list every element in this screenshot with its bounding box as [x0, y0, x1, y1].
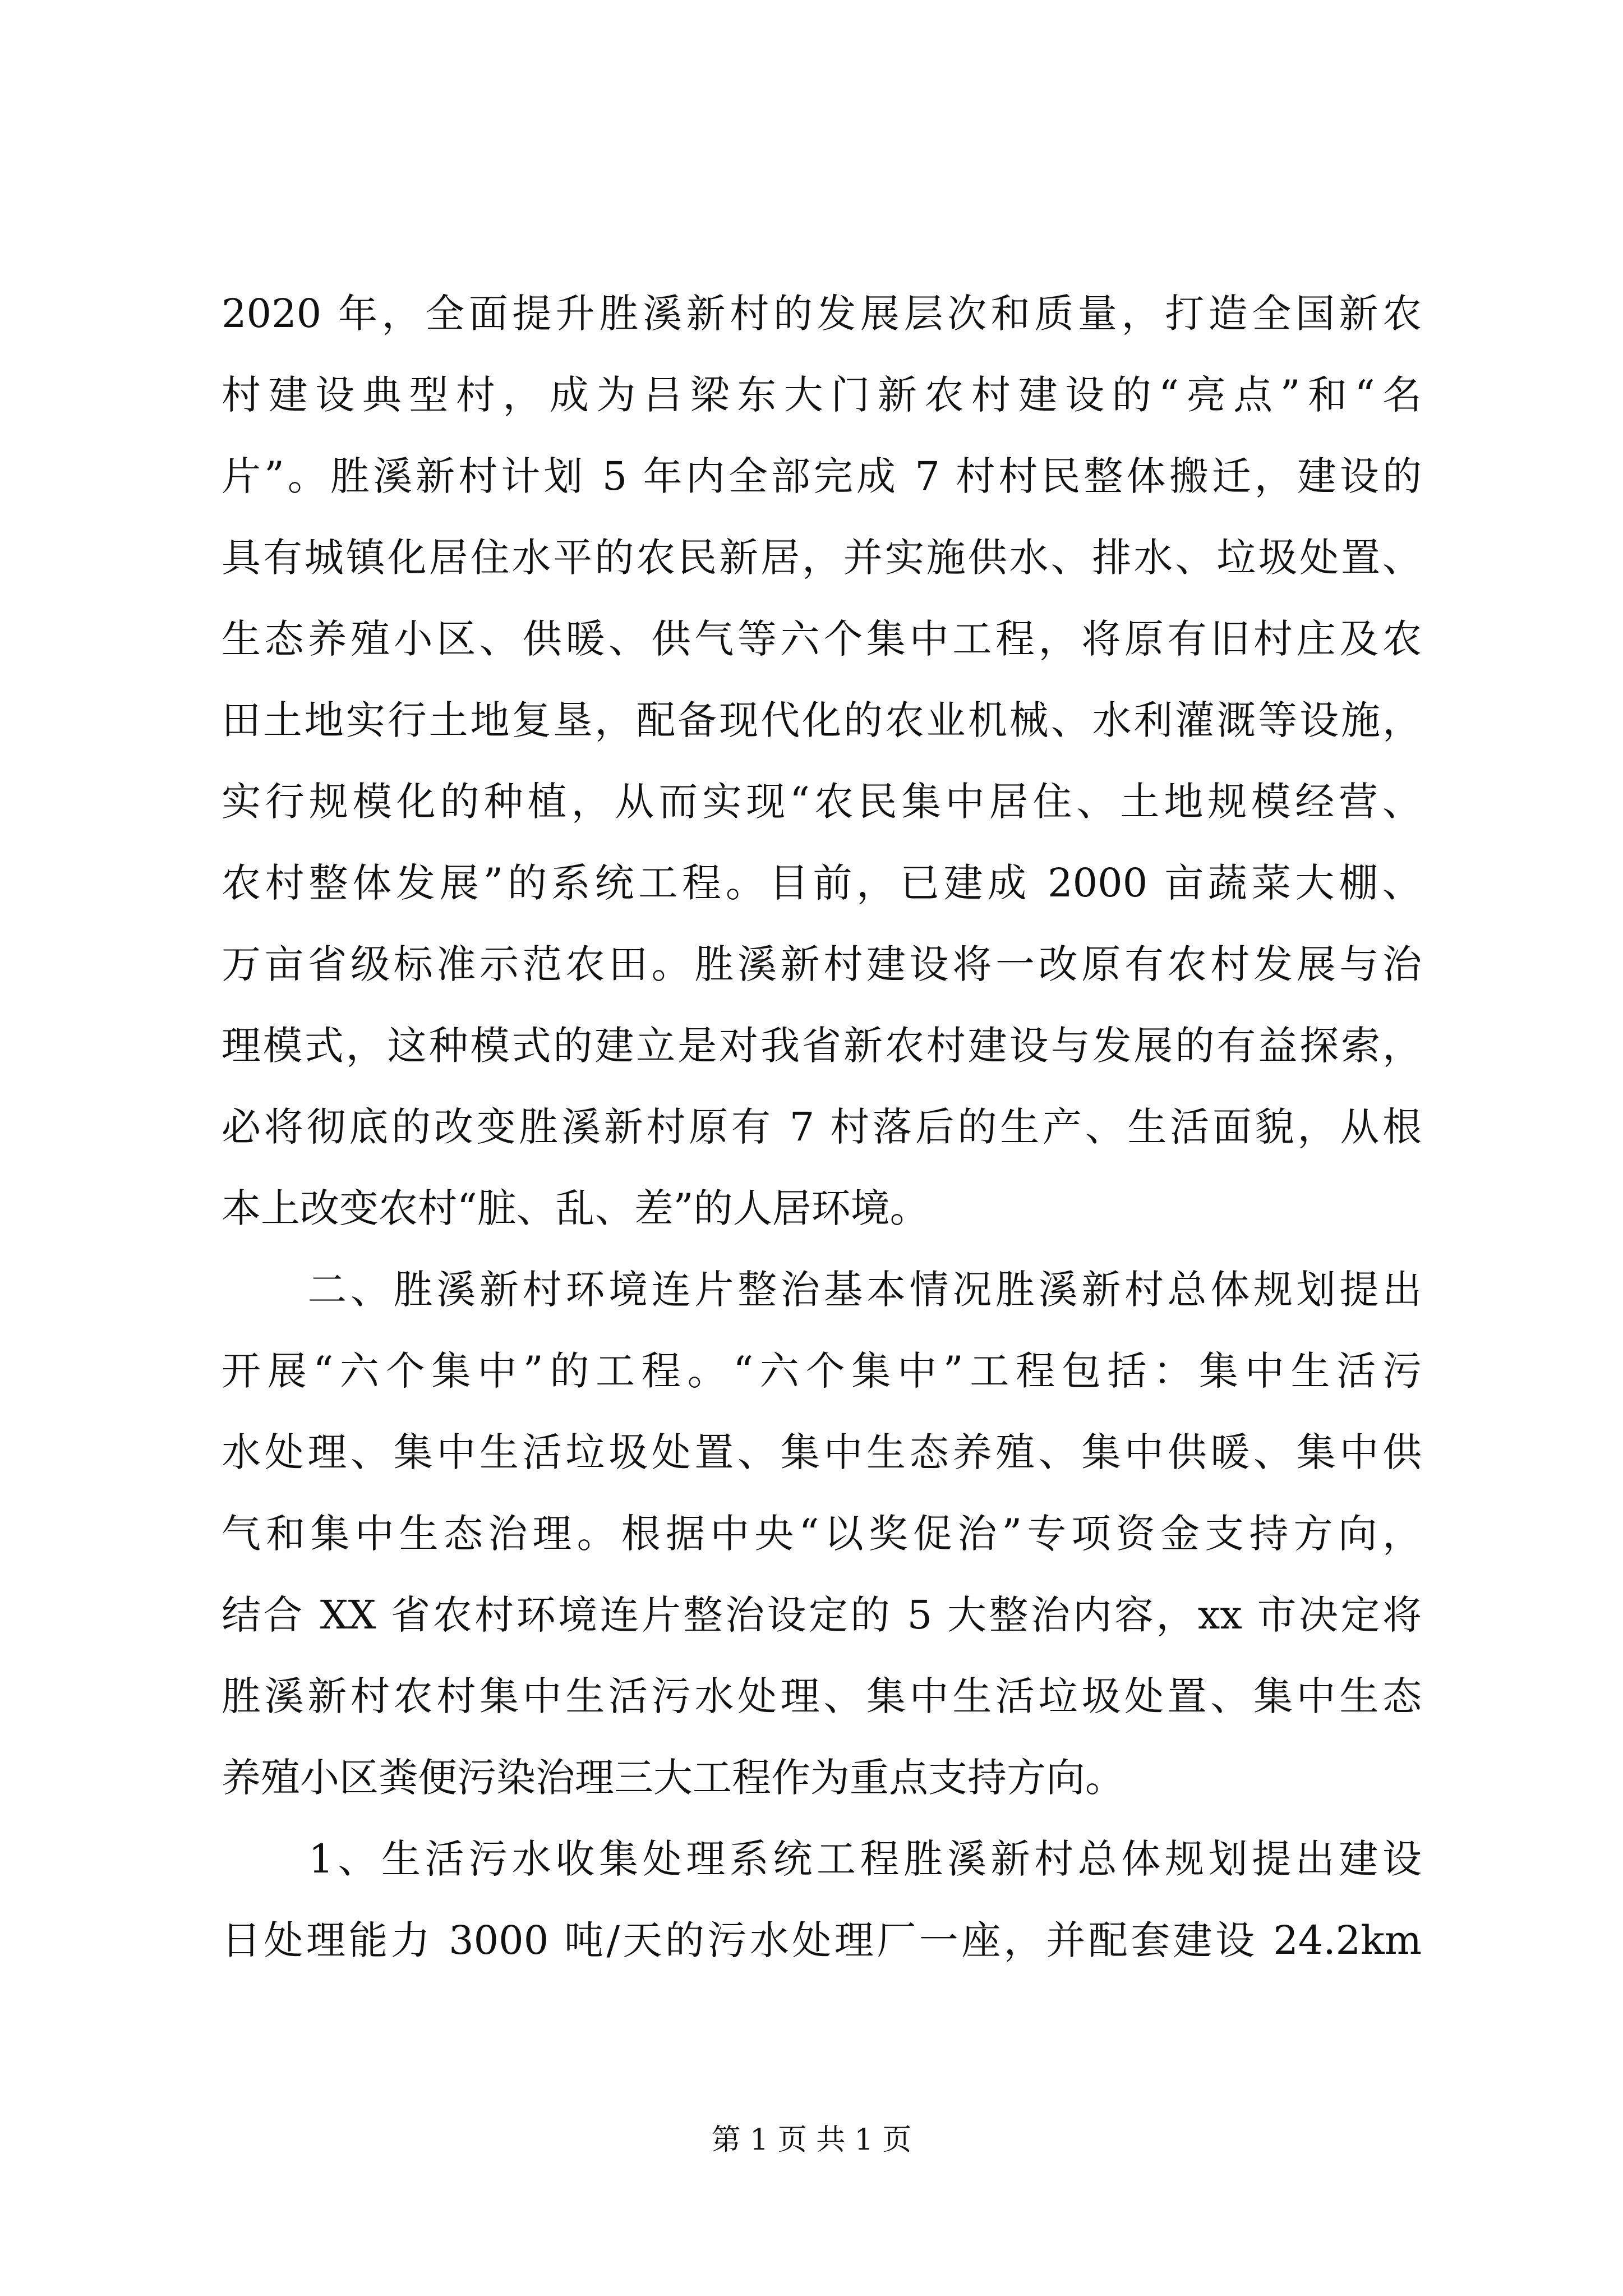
- text-line-6: 田土地实行土地复垦，配备现代化的农业机械、水利灌溉等设施，: [222, 697, 1422, 743]
- text-line-20: 1、生活污水收集处理系统工程胜溪新村总体规划提出建设: [222, 1836, 1422, 1882]
- text-line-3: 片”。胜溪新村计划 5 年内全部完成 7 村村民整体搬迁，建设的: [222, 453, 1422, 499]
- body-text: [222, 273, 1422, 1981]
- text-line-2: 村建设典型村，成为吕梁东大门新农村建设的“亮点”和“名: [222, 372, 1422, 418]
- text-line-16: 气和集中生态治理。根据中央“以奖促治”专项资金支持方向，: [222, 1511, 1422, 1557]
- text-line-1: 2020 年，全面提升胜溪新村的发展层次和质量，打造全国新农: [222, 291, 1422, 337]
- page-footer: 第 1 页 共 1 页: [711, 2123, 912, 2157]
- text-line-21: 日处理能力 3000 吨/天的污水处理厂一座，并配套建设 24.2km: [222, 1917, 1422, 1963]
- text-line-4: 具有城镇化居住水平的农民新居，并实施供水、排水、垃圾处置、: [222, 535, 1422, 581]
- text-line-5: 生态养殖小区、供暖、供气等六个集中工程，将原有旧村庄及农: [222, 616, 1422, 662]
- text-line-14: 开展“六个集中”的工程。“六个集中”工程包括：集中生活污: [222, 1348, 1422, 1394]
- text-line-10: 理模式，这种模式的建立是对我省新农村建设与发展的有益探索，: [222, 1023, 1422, 1069]
- text-line-8: 农村整体发展”的系统工程。目前，已建成 2000 亩蔬菜大棚、: [222, 860, 1422, 906]
- text-line-9: 万亩省级标准示范农田。胜溪新村建设将一改原有农村发展与治: [222, 941, 1422, 987]
- text-line-18: 胜溪新村农村集中生活污水处理、集中生活垃圾处置、集中生态: [222, 1673, 1422, 1719]
- text-line-11: 必将彻底的改变胜溪新村原有 7 村落后的生产、生活面貌，从根: [222, 1104, 1422, 1150]
- text-line-17: 结合 XX 省农村环境连片整治设定的 5 大整治内容，xx 市决定将: [222, 1592, 1422, 1638]
- text-line-13: 二、胜溪新村环境连片整治基本情况胜溪新村总体规划提出: [222, 1267, 1422, 1313]
- text-line-15: 水处理、集中生活垃圾处置、集中生态养殖、集中供暖、集中供: [222, 1429, 1422, 1475]
- text-line-19: 养殖小区粪便污染治理三大工程作为重点支持方向。: [222, 1755, 1124, 1801]
- text-line-7: 实行规模化的种植，从而实现“农民集中居住、土地规模经营、: [222, 779, 1422, 825]
- text-line-12: 本上改变农村“脏、乱、差”的人居环境。: [222, 1185, 929, 1231]
